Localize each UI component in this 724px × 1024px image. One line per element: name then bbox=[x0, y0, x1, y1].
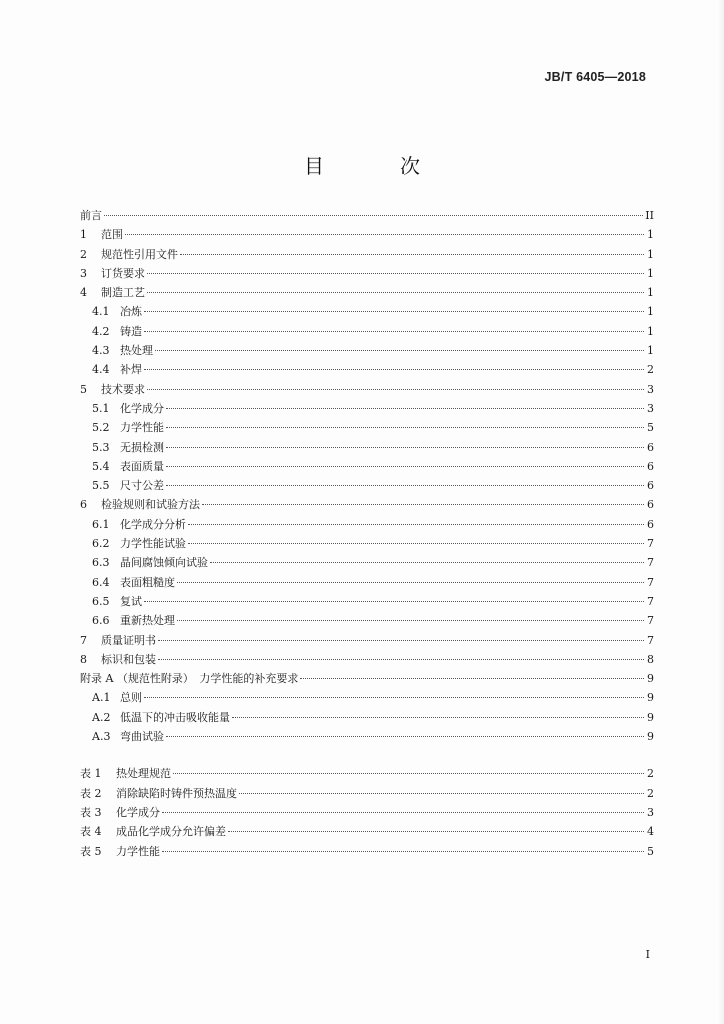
page-number: I bbox=[645, 948, 650, 961]
toc-entry-label: 标识和包装 bbox=[101, 652, 156, 666]
dot-leader bbox=[166, 736, 644, 737]
toc-entry-label: 弯曲试验 bbox=[120, 730, 164, 744]
toc-entry-label: 化学成分 bbox=[116, 805, 160, 819]
toc-entry-page: 6 bbox=[647, 440, 654, 454]
toc-entry-label: 低温下的冲击吸收能量 bbox=[120, 710, 230, 724]
dot-leader bbox=[177, 620, 644, 621]
toc-entry-label: 前言 bbox=[80, 209, 102, 222]
toc-entry-page: 1 bbox=[647, 324, 654, 338]
toc-entry[interactable] bbox=[80, 611, 654, 630]
toc-entry-page: 9 bbox=[647, 691, 654, 705]
toc-entry-label: 质量证明书 bbox=[101, 633, 156, 647]
toc-entry[interactable] bbox=[80, 399, 654, 418]
toc-entry-number: 表 4 bbox=[80, 825, 102, 839]
toc-entry-label: 尺寸公差 bbox=[120, 479, 164, 493]
toc-entry[interactable] bbox=[80, 418, 654, 437]
toc-entry-number: 4 bbox=[80, 286, 87, 300]
toc-entry-number: 8 bbox=[80, 652, 87, 666]
toc-entry[interactable] bbox=[80, 438, 654, 457]
toc-entry-page: 1 bbox=[647, 286, 654, 300]
toc-entry-page: 6 bbox=[647, 459, 654, 473]
toc-entry-page: 3 bbox=[647, 382, 654, 396]
toc-entry[interactable] bbox=[80, 245, 654, 264]
toc-entry-page: 1 bbox=[647, 305, 654, 319]
toc-entry[interactable] bbox=[80, 264, 654, 283]
toc-entry[interactable] bbox=[80, 360, 654, 379]
toc-entry-number: 表 1 bbox=[80, 767, 102, 781]
dot-leader bbox=[158, 659, 644, 660]
toc-entry-number: 5.3 bbox=[92, 440, 110, 454]
dot-leader bbox=[188, 543, 644, 544]
toc-entry-number: 表 3 bbox=[80, 805, 102, 819]
scan-edge-shadow bbox=[718, 0, 724, 1024]
toc-entry-label: 规范性引用文件 bbox=[101, 247, 178, 261]
dot-leader bbox=[147, 292, 644, 293]
dot-leader bbox=[166, 408, 644, 409]
toc-entry-page: 7 bbox=[647, 537, 654, 551]
table-entry[interactable] bbox=[80, 764, 654, 783]
dot-leader bbox=[144, 369, 644, 370]
toc-entry-label: 力学性能 bbox=[116, 844, 160, 858]
dot-leader bbox=[166, 447, 644, 448]
toc-entry-label: 无损检测 bbox=[120, 440, 164, 454]
toc-entry-label: 化学成分分析 bbox=[120, 517, 186, 531]
toc-entry-page: 7 bbox=[647, 575, 654, 589]
toc-entry[interactable] bbox=[80, 495, 654, 514]
toc-entry-label: 表面质量 bbox=[120, 459, 164, 473]
toc-entry[interactable] bbox=[80, 534, 654, 553]
toc-entry-page: 4 bbox=[647, 825, 654, 839]
toc-entry-number: 3 bbox=[80, 266, 87, 280]
toc-entry-label: 化学成分 bbox=[120, 401, 164, 415]
toc-entry-number: A.1 bbox=[92, 691, 111, 705]
toc-entry[interactable] bbox=[80, 322, 654, 341]
dot-leader bbox=[147, 273, 644, 274]
toc-entry-number: A.2 bbox=[92, 710, 111, 724]
toc-entry-number: 4.4 bbox=[92, 363, 110, 377]
toc-entries bbox=[80, 206, 654, 746]
toc-entry-page: II bbox=[645, 209, 654, 222]
toc-entry-label: 范围 bbox=[101, 228, 123, 242]
toc-entry-number: 表 2 bbox=[80, 786, 102, 800]
toc-entry-page: 1 bbox=[647, 344, 654, 358]
toc-entry-label: 力学性能 bbox=[120, 421, 164, 435]
toc-entry-label: 冶炼 bbox=[120, 305, 142, 319]
toc-entry-label: 成品化学成分允许偏差 bbox=[116, 825, 226, 839]
dot-leader bbox=[228, 831, 644, 832]
dot-leader bbox=[144, 601, 644, 602]
table-entry[interactable] bbox=[80, 822, 654, 841]
toc-entry[interactable] bbox=[80, 457, 654, 476]
toc-entry[interactable] bbox=[80, 708, 654, 727]
toc-entry-page: 1 bbox=[647, 266, 654, 280]
table-entry[interactable] bbox=[80, 784, 654, 803]
dot-leader bbox=[180, 254, 644, 255]
toc-entry-page: 6 bbox=[647, 498, 654, 512]
dot-leader bbox=[162, 812, 644, 813]
toc-entry[interactable] bbox=[80, 631, 654, 650]
dot-leader bbox=[210, 562, 644, 563]
toc-entry-number: 6.2 bbox=[92, 537, 110, 551]
toc-entry[interactable] bbox=[80, 380, 654, 399]
toc-entry-page: 7 bbox=[647, 614, 654, 628]
toc-entry-label: 表面粗糙度 bbox=[120, 575, 175, 589]
toc-entry-number: 5 bbox=[80, 382, 87, 396]
toc-entry-page: 9 bbox=[647, 730, 654, 744]
dot-leader bbox=[144, 311, 644, 312]
toc-title: 目 次 bbox=[304, 154, 448, 178]
toc-entry-number: 4.2 bbox=[92, 324, 110, 338]
toc-entry-number: 6.1 bbox=[92, 517, 110, 531]
toc-entry-label: 铸造 bbox=[120, 324, 142, 338]
dot-leader bbox=[202, 504, 644, 505]
toc-entry-label: 力学性能试验 bbox=[120, 537, 186, 551]
toc-entry-page: 7 bbox=[647, 556, 654, 570]
table-entry[interactable] bbox=[80, 842, 654, 861]
toc-entry-number: 2 bbox=[80, 247, 87, 261]
toc-entry-number: 6.3 bbox=[92, 556, 110, 570]
toc-entry-page: 8 bbox=[647, 652, 654, 666]
toc-entry-page: 9 bbox=[647, 672, 654, 686]
dot-leader bbox=[232, 717, 644, 718]
toc-entry-label: 补焊 bbox=[120, 363, 142, 377]
toc-entry-label: 重新热处理 bbox=[120, 614, 175, 628]
toc-entry-label: 热处理 bbox=[120, 344, 153, 358]
toc-entry-number: 5.5 bbox=[92, 479, 110, 493]
toc-entry-number: 4.3 bbox=[92, 344, 110, 358]
dot-leader bbox=[166, 427, 644, 428]
toc-entry-number: 4.1 bbox=[92, 305, 110, 319]
toc-entry[interactable] bbox=[80, 283, 654, 302]
toc-entry-number: A.3 bbox=[92, 730, 111, 744]
toc-entry-number: 5.1 bbox=[92, 401, 110, 415]
toc-entry-page: 3 bbox=[647, 805, 654, 819]
toc-entry[interactable] bbox=[80, 727, 654, 746]
toc-entry-page: 1 bbox=[647, 247, 654, 261]
toc-entry[interactable] bbox=[80, 206, 654, 225]
toc-entry-page: 9 bbox=[647, 710, 654, 724]
toc-entry-label: 技术要求 bbox=[101, 382, 145, 396]
toc-entry-number: 6.4 bbox=[92, 575, 110, 589]
dot-leader bbox=[147, 389, 644, 390]
toc-entry-page: 7 bbox=[647, 633, 654, 647]
document-code: JB/T 6405—2018 bbox=[544, 70, 646, 84]
toc-entry[interactable] bbox=[80, 592, 654, 611]
toc-entry-label: 订货要求 bbox=[101, 266, 145, 280]
dot-leader bbox=[144, 331, 644, 332]
dot-leader bbox=[166, 466, 644, 467]
toc-entry[interactable] bbox=[80, 302, 654, 321]
toc-entry[interactable] bbox=[80, 515, 654, 534]
toc-entry-number: 7 bbox=[80, 633, 87, 647]
toc-entry[interactable] bbox=[80, 688, 654, 707]
toc-entry-number: 6 bbox=[80, 498, 87, 512]
toc-entry-number: 表 5 bbox=[80, 844, 102, 858]
toc-entry[interactable] bbox=[80, 225, 654, 244]
toc-entry-number: 5.4 bbox=[92, 459, 110, 473]
toc-entry-page: 5 bbox=[647, 421, 654, 435]
toc-entry-page: 1 bbox=[647, 228, 654, 242]
toc-entry-page: 2 bbox=[647, 786, 654, 800]
toc-entry-page: 6 bbox=[647, 517, 654, 531]
dot-leader bbox=[155, 350, 644, 351]
toc-entry[interactable] bbox=[80, 553, 654, 572]
dot-leader bbox=[144, 697, 644, 698]
toc-entry-page: 7 bbox=[647, 594, 654, 608]
toc-entry[interactable] bbox=[80, 573, 654, 592]
toc-entry-label: 晶间腐蚀倾向试验 bbox=[120, 556, 208, 570]
toc-entry-page: 3 bbox=[647, 401, 654, 415]
dot-leader bbox=[188, 524, 644, 525]
dot-leader bbox=[239, 793, 644, 794]
toc-entry-label: 附录 A （规范性附录） 力学性能的补充要求 bbox=[80, 672, 299, 686]
toc-gap bbox=[80, 746, 654, 764]
dot-leader bbox=[300, 678, 644, 679]
toc-entry[interactable] bbox=[80, 650, 654, 669]
toc-entry-label: 总则 bbox=[120, 691, 142, 705]
dot-leader bbox=[166, 485, 644, 486]
dot-leader bbox=[125, 234, 644, 235]
toc-entry[interactable] bbox=[80, 341, 654, 360]
dot-leader bbox=[173, 773, 644, 774]
list-of-tables bbox=[80, 764, 654, 860]
toc-entry[interactable] bbox=[80, 669, 654, 688]
toc-entry-label: 热处理规范 bbox=[116, 767, 171, 781]
toc-entry-page: 6 bbox=[647, 479, 654, 493]
dot-leader bbox=[162, 851, 644, 852]
toc-entry-number: 6.5 bbox=[92, 594, 110, 608]
toc-entry-number: 5.2 bbox=[92, 421, 110, 435]
toc-entry-label: 复试 bbox=[120, 594, 142, 608]
table-entry[interactable] bbox=[80, 803, 654, 822]
toc-entry-label: 制造工艺 bbox=[101, 286, 145, 300]
dot-leader bbox=[158, 640, 644, 641]
toc-entry-label: 消除缺陷时铸件预热温度 bbox=[116, 786, 237, 800]
dot-leader bbox=[104, 215, 643, 216]
dot-leader bbox=[177, 582, 644, 583]
toc-entry-page: 2 bbox=[647, 767, 654, 781]
toc-entry-label: 检验规则和试验方法 bbox=[101, 498, 200, 512]
toc-entry[interactable] bbox=[80, 476, 654, 495]
table-of-contents bbox=[80, 206, 654, 861]
toc-entry-number: 1 bbox=[80, 228, 87, 242]
toc-entry-page: 5 bbox=[647, 844, 654, 858]
toc-entry-number: 6.6 bbox=[92, 614, 110, 628]
toc-entry-page: 2 bbox=[647, 363, 654, 377]
